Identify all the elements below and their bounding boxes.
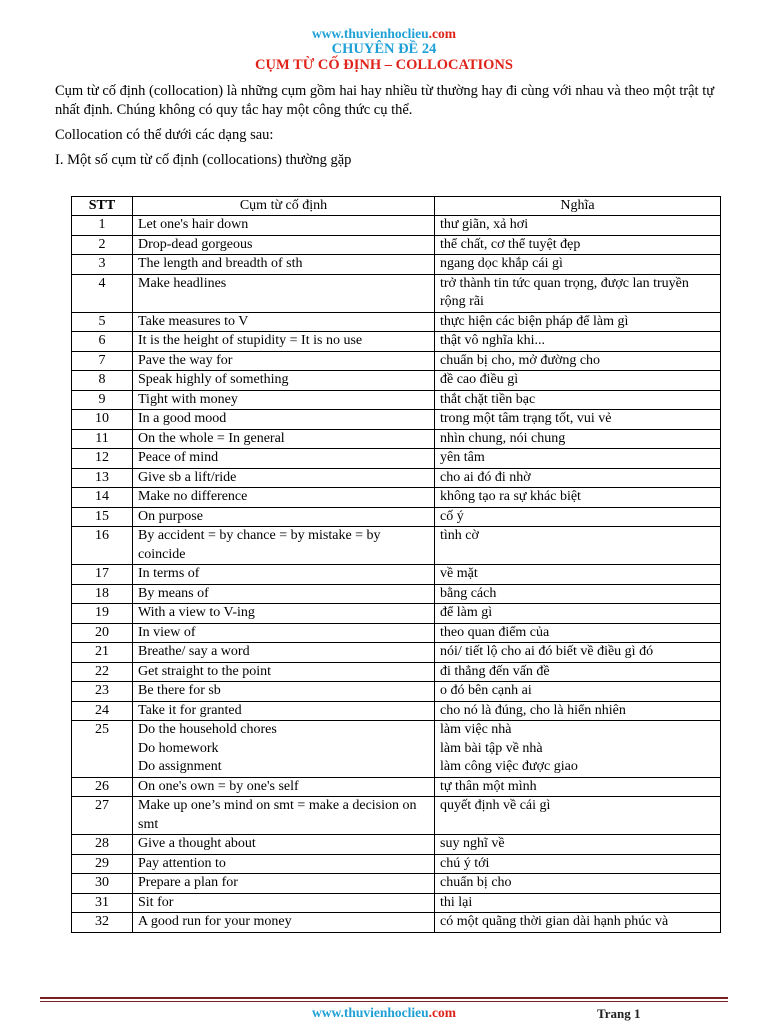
- chapter-label: CHUYÊN ĐỀ 24: [331, 41, 437, 57]
- phrase-line: In terms of: [138, 566, 200, 581]
- footer-site-prefix: www.: [311, 1005, 344, 1020]
- phrase-line: By means of: [138, 585, 209, 601]
- meaning-cell: [435, 255, 721, 275]
- meaning-line: thư giãn, xả hơi: [440, 217, 529, 232]
- phrase-cell: [133, 584, 435, 604]
- row-number: 24: [72, 701, 133, 721]
- meaning-cell: [435, 216, 721, 236]
- meaning-line: tình cờ: [440, 528, 479, 543]
- meaning-line: đề cao điều gì: [440, 372, 519, 387]
- meaning-cell: [435, 777, 721, 797]
- meaning-line: chuẩn bị cho, mở đường cho: [440, 352, 601, 368]
- phrase-line: In a good mood: [138, 411, 227, 426]
- site-prefix: www.: [311, 26, 344, 41]
- row-number: 4: [72, 274, 133, 312]
- header-stt: STT: [72, 197, 133, 216]
- phrase-line: Be there for sb: [138, 683, 221, 698]
- intro-paragraph: Cụm từ cố định (collocation) là những cụm gồm hai hay nhiều từ thường hay đi cùng với nhau và theo một trật tự nhất định. Chúng không có quy tắc hay một công thức cụ thể.: [55, 83, 715, 118]
- phrase-line: By accident = by chance = by mistake = by coincide: [138, 528, 381, 562]
- phrase-cell: [133, 332, 435, 352]
- meaning-cell: [435, 721, 721, 778]
- phrase-line: Sit for: [138, 894, 174, 910]
- footer-site-name: thuvienhoclieu: [343, 1005, 429, 1020]
- table-row: [72, 682, 721, 702]
- phrase-line: In view of: [138, 624, 196, 640]
- meaning-cell: [435, 854, 721, 874]
- meaning-cell: [435, 410, 721, 430]
- table-row: [72, 429, 721, 449]
- meaning-line: chuẩn bị cho: [440, 875, 512, 890]
- table-body: [72, 216, 721, 933]
- table-row: [72, 604, 721, 624]
- header-meaning: Nghĩa: [435, 197, 721, 216]
- meaning-line: trong một tâm trạng tốt, vui vẻ: [440, 411, 612, 426]
- table-row: [72, 584, 721, 604]
- phrase-line: Pave the way for: [138, 352, 233, 368]
- meaning-line: o đó bên cạnh ai: [440, 683, 532, 698]
- phrase-line: Tight with money: [138, 391, 238, 407]
- phrase-cell: [133, 874, 435, 894]
- phrase-line: Let one's hair down: [138, 217, 249, 232]
- row-number: 27: [72, 797, 133, 835]
- meaning-line: thắt chặt tiền bạc: [440, 391, 536, 407]
- document-header: [0, 26, 768, 74]
- meaning-line: thể chất, cơ thể tuyệt đẹp: [440, 236, 581, 252]
- row-number: 28: [72, 835, 133, 855]
- phrase-line: On purpose: [138, 508, 203, 524]
- footer-rule-thick: [40, 997, 728, 999]
- site-name: thuvienhoclieu: [343, 26, 429, 41]
- row-number: 23: [72, 682, 133, 702]
- row-number: 15: [72, 507, 133, 527]
- phrase-cell: [133, 682, 435, 702]
- meaning-cell: [435, 488, 721, 508]
- table-row: [72, 777, 721, 797]
- row-number: 29: [72, 854, 133, 874]
- phrase-line: Do homework: [138, 740, 219, 756]
- meaning-cell: [435, 701, 721, 721]
- phrase-line: Do assignment: [138, 759, 222, 774]
- phrase-line: Drop-dead gorgeous: [138, 236, 253, 252]
- phrase-cell: [133, 721, 435, 778]
- meaning-line: làm công việc được giao: [440, 759, 578, 774]
- phrase-cell: [133, 255, 435, 275]
- meaning-line: cố ý: [440, 508, 464, 524]
- phrase-cell: [133, 527, 435, 565]
- phrase-line: On one's own = by one's self: [138, 778, 299, 794]
- phrase-cell: [133, 312, 435, 332]
- meaning-cell: [435, 235, 721, 255]
- phrase-line: Make headlines: [138, 275, 227, 291]
- phrase-line: Do the household chores: [138, 722, 277, 737]
- table-row: [72, 643, 721, 663]
- phrase-cell: [133, 410, 435, 430]
- phrase-cell: [133, 274, 435, 312]
- meaning-cell: [435, 893, 721, 913]
- phrase-cell: [133, 797, 435, 835]
- phrase-line: Get straight to the point: [138, 663, 271, 679]
- meaning-line: làm việc nhà: [440, 722, 512, 737]
- phrase-cell: [133, 468, 435, 488]
- meaning-line: chú ý tới: [440, 855, 490, 871]
- meaning-cell: [435, 390, 721, 410]
- table-row: [72, 235, 721, 255]
- phrase-cell: [133, 216, 435, 236]
- meaning-cell: [435, 312, 721, 332]
- meaning-cell: [435, 274, 721, 312]
- row-number: 19: [72, 604, 133, 624]
- row-number: 16: [72, 527, 133, 565]
- phrase-cell: [133, 777, 435, 797]
- row-number: 17: [72, 565, 133, 585]
- phrase-line: It is the height of stupidity = It is no use: [138, 333, 363, 348]
- meaning-line: yên tâm: [440, 450, 485, 465]
- table-row: [72, 874, 721, 894]
- phrase-line: Make no difference: [138, 489, 248, 504]
- row-number: 13: [72, 468, 133, 488]
- table-row: [72, 662, 721, 682]
- phrase-line: The length and breadth of sth: [138, 256, 303, 271]
- phrase-cell: [133, 235, 435, 255]
- row-number: 7: [72, 351, 133, 371]
- phrase-cell: [133, 835, 435, 855]
- meaning-line: nói/ tiết lộ cho ai đó biết về điều gì đó: [440, 644, 654, 659]
- meaning-cell: [435, 643, 721, 663]
- meaning-cell: [435, 623, 721, 643]
- meaning-line: cho nó là đúng, cho là hiển nhiên: [440, 702, 626, 718]
- row-number: 12: [72, 449, 133, 469]
- phrase-line: With a view to V-ing: [138, 605, 255, 620]
- footer-rule-thin: [40, 1001, 728, 1002]
- header-phrase: Cụm từ cố định: [133, 197, 435, 216]
- table-row: [72, 854, 721, 874]
- meaning-line: cho ai đó đi nhờ: [440, 469, 531, 485]
- phrase-cell: [133, 449, 435, 469]
- row-number: 11: [72, 429, 133, 449]
- meaning-line: để làm gì: [440, 605, 493, 620]
- collocations-table: [71, 196, 721, 933]
- row-number: 10: [72, 410, 133, 430]
- phrase-cell: [133, 893, 435, 913]
- phrase-line: Peace of mind: [138, 450, 219, 465]
- row-number: 9: [72, 390, 133, 410]
- document-title: CỤM TỪ CỐ ĐỊNH – COLLOCATIONS: [255, 57, 513, 73]
- meaning-line: trở thành tin tức quan trọng, được lan truyền rộng rãi: [440, 275, 689, 309]
- table-row: [72, 449, 721, 469]
- phrase-line: Give sb a lift/ride: [138, 469, 237, 485]
- row-number: 20: [72, 623, 133, 643]
- meaning-line: theo quan điểm của: [440, 624, 550, 640]
- phrase-cell: [133, 488, 435, 508]
- table-row: [72, 332, 721, 352]
- phrase-line: Make up one’s mind on smt = make a decision on smt: [138, 798, 417, 832]
- meaning-line: quyết định về cái gì: [440, 798, 551, 813]
- meaning-line: bằng cách: [440, 585, 497, 601]
- meaning-line: nhìn chung, nói chung: [440, 430, 566, 446]
- meaning-line: có một quãng thời gian dài hạnh phúc và: [440, 914, 669, 929]
- row-number: 32: [72, 913, 133, 933]
- table-row: [72, 721, 721, 778]
- meaning-cell: [435, 797, 721, 835]
- meaning-line: làm bài tập về nhà: [440, 740, 543, 756]
- table-row: [72, 507, 721, 527]
- phrase-line: A good run for your money: [138, 914, 292, 929]
- phrase-cell: [133, 351, 435, 371]
- meaning-cell: [435, 332, 721, 352]
- phrase-cell: [133, 662, 435, 682]
- footer-site-link[interactable]: [0, 1005, 768, 1021]
- meaning-cell: [435, 527, 721, 565]
- table-row: [72, 312, 721, 332]
- row-number: 5: [72, 312, 133, 332]
- phrase-cell: [133, 507, 435, 527]
- table-row: [72, 468, 721, 488]
- table-row: [72, 565, 721, 585]
- meaning-line: đi thẳng đến vấn đề: [440, 663, 550, 679]
- meaning-line: về mặt: [440, 566, 478, 581]
- meaning-cell: [435, 604, 721, 624]
- meaning-line: thực hiện các biện pháp để làm gì: [440, 313, 629, 329]
- meaning-cell: [435, 351, 721, 371]
- row-number: 8: [72, 371, 133, 391]
- table-row: [72, 913, 721, 933]
- meaning-line: ngang dọc khắp cái gì: [440, 256, 563, 271]
- table-row: [72, 351, 721, 371]
- header-site-link[interactable]: [0, 26, 768, 41]
- meaning-cell: [435, 913, 721, 933]
- site-suffix: .com: [428, 26, 457, 41]
- phrase-line: Take measures to V: [138, 313, 249, 329]
- row-number: 22: [72, 662, 133, 682]
- row-number: 21: [72, 643, 133, 663]
- table-row: [72, 371, 721, 391]
- meaning-line: không tạo ra sự khác biệt: [440, 489, 581, 504]
- table-row: [72, 274, 721, 312]
- row-number: 14: [72, 488, 133, 508]
- row-number: 6: [72, 332, 133, 352]
- table-row: [72, 623, 721, 643]
- meaning-cell: [435, 429, 721, 449]
- footer-site-suffix: .com: [428, 1005, 457, 1020]
- row-number: 2: [72, 235, 133, 255]
- meaning-cell: [435, 682, 721, 702]
- meaning-cell: [435, 874, 721, 894]
- intro-section: [55, 82, 715, 176]
- table-row: [72, 255, 721, 275]
- phrase-cell: [133, 390, 435, 410]
- table-row: [72, 527, 721, 565]
- phrase-cell: [133, 701, 435, 721]
- phrase-cell: [133, 429, 435, 449]
- row-number: 1: [72, 216, 133, 236]
- meaning-line: thật vô nghĩa khi...: [440, 333, 545, 348]
- phrase-cell: [133, 604, 435, 624]
- meaning-cell: [435, 584, 721, 604]
- phrase-cell: [133, 371, 435, 391]
- phrase-cell: [133, 913, 435, 933]
- phrase-line: Prepare a plan for: [138, 875, 238, 890]
- page-number: Trang 1: [597, 1006, 641, 1021]
- meaning-cell: [435, 662, 721, 682]
- table-row: [72, 893, 721, 913]
- phrase-cell: [133, 643, 435, 663]
- table-row: [72, 835, 721, 855]
- phrase-line: Pay attention to: [138, 855, 226, 871]
- meaning-cell: [435, 835, 721, 855]
- meaning-cell: [435, 371, 721, 391]
- row-number: 18: [72, 584, 133, 604]
- meaning-line: suy nghĩ về: [440, 836, 505, 851]
- table-row: [72, 410, 721, 430]
- meaning-cell: [435, 468, 721, 488]
- intro-forms-line: Collocation có thể dưới các dạng sau:: [55, 127, 274, 143]
- table-row: [72, 701, 721, 721]
- row-number: 30: [72, 874, 133, 894]
- section-heading: I. Một số cụm từ cố định (collocations) thường gặp: [55, 152, 352, 168]
- meaning-cell: [435, 449, 721, 469]
- table-row: [72, 488, 721, 508]
- table-row: [72, 390, 721, 410]
- meaning-cell: [435, 565, 721, 585]
- meaning-line: thi lại: [440, 894, 473, 910]
- phrase-cell: [133, 854, 435, 874]
- row-number: 25: [72, 721, 133, 778]
- row-number: 3: [72, 255, 133, 275]
- phrase-line: Take it for granted: [138, 702, 242, 718]
- phrase-cell: [133, 623, 435, 643]
- phrase-line: Breathe/ say a word: [138, 644, 250, 659]
- phrase-line: Give a thought about: [138, 836, 256, 851]
- phrase-line: On the whole = In general: [138, 430, 285, 446]
- phrase-cell: [133, 565, 435, 585]
- row-number: 31: [72, 893, 133, 913]
- phrase-line: Speak highly of something: [138, 372, 289, 387]
- table-row: [72, 797, 721, 835]
- meaning-line: tự thân một mình: [440, 778, 537, 794]
- table-header-row: [72, 197, 721, 216]
- table-row: [72, 216, 721, 236]
- row-number: 26: [72, 777, 133, 797]
- meaning-cell: [435, 507, 721, 527]
